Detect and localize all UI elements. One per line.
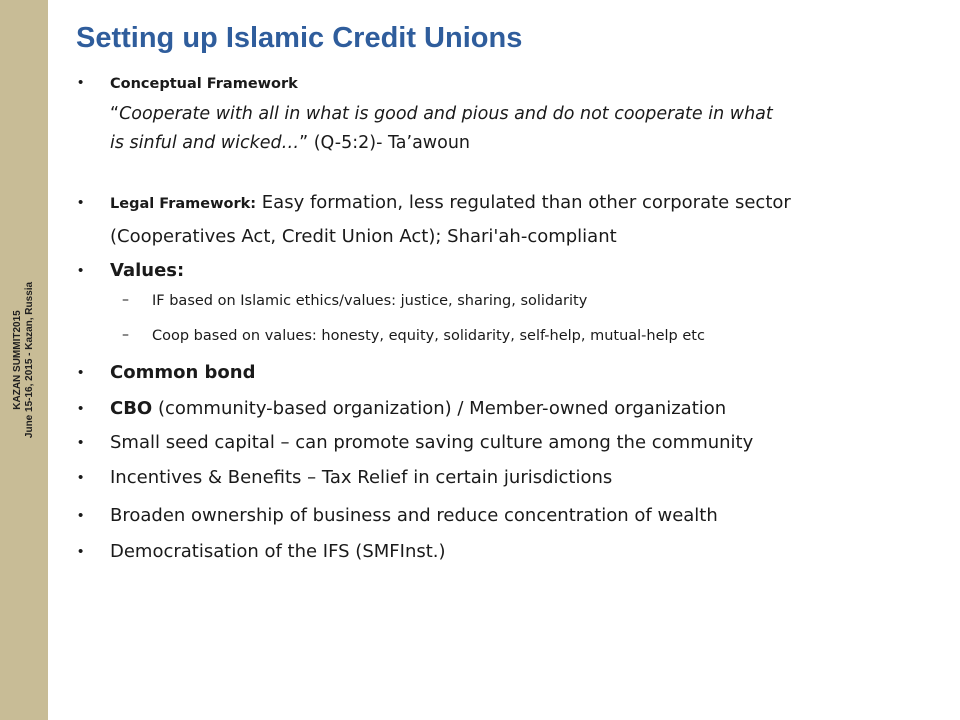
dash-icon: – [122, 292, 129, 308]
common-bond-item: Common bond [110, 362, 256, 383]
quote-text-1: Cooperate with all in what is good and pious and do not cooperate in what [119, 104, 773, 124]
bullet-icon: • [78, 507, 84, 524]
cbo-text: (community-based organization) / Member-owned organization [152, 398, 727, 419]
list-item-ownership: Broaden ownership of business and reduce concentration of wealth [110, 505, 718, 526]
legal-framework-label: Legal Framework: [110, 196, 257, 212]
bullet-icon: • [78, 74, 84, 91]
quote-text-2: is sinful and wicked… [110, 133, 300, 153]
conceptual-framework-label: Conceptual Framework [110, 76, 298, 92]
sidebar-event-date: June 15-16, 2015 - Kazan, Russia [24, 281, 35, 439]
sidebar-band [0, 0, 48, 720]
cbo-item [110, 398, 726, 419]
page-title: Setting up Islamic Credit Unions [76, 22, 523, 54]
conceptual-quote-line2 [110, 133, 470, 153]
list-item-democratisation: Democratisation of the IFS (SMFInst.) [110, 541, 446, 562]
sidebar-event-text [12, 282, 36, 438]
sidebar-event-name: KAZAN SUMMIT2015 [12, 310, 23, 410]
conceptual-quote-line1 [110, 104, 773, 124]
list-item-incentives: Incentives & Benefits – Tax Relief in certain jurisdictions [110, 467, 613, 488]
quote-reference: ” (Q-5:2)- Ta’awoun [299, 133, 471, 153]
bullet-icon: • [78, 400, 84, 417]
bullet-icon: • [78, 434, 84, 451]
legal-framework-line2: (Cooperatives Act, Credit Union Act); Shari'ah-compliant [110, 226, 617, 247]
cbo-label: CBO [110, 398, 153, 419]
bullet-icon: • [78, 469, 84, 486]
bullet-icon: • [78, 364, 84, 381]
quote-open-mark: “ [110, 104, 120, 124]
values-sub-item: Coop based on values: honesty, equity, solidarity, self-help, mutual-help etc [152, 328, 705, 344]
legal-framework-line1 [110, 192, 791, 213]
legal-framework-text-1: Easy formation, less regulated than other corporate sector [256, 192, 791, 213]
list-item-seed-capital: Small seed capital – can promote saving culture among the community [110, 432, 754, 453]
bullet-icon: • [78, 543, 84, 560]
dash-icon: – [122, 327, 129, 343]
values-sub-item: IF based on Islamic ethics/values: justice, sharing, solidarity [152, 293, 588, 309]
bullet-icon: • [78, 262, 84, 279]
bullet-icon: • [78, 194, 84, 211]
values-heading: Values: [110, 260, 185, 281]
